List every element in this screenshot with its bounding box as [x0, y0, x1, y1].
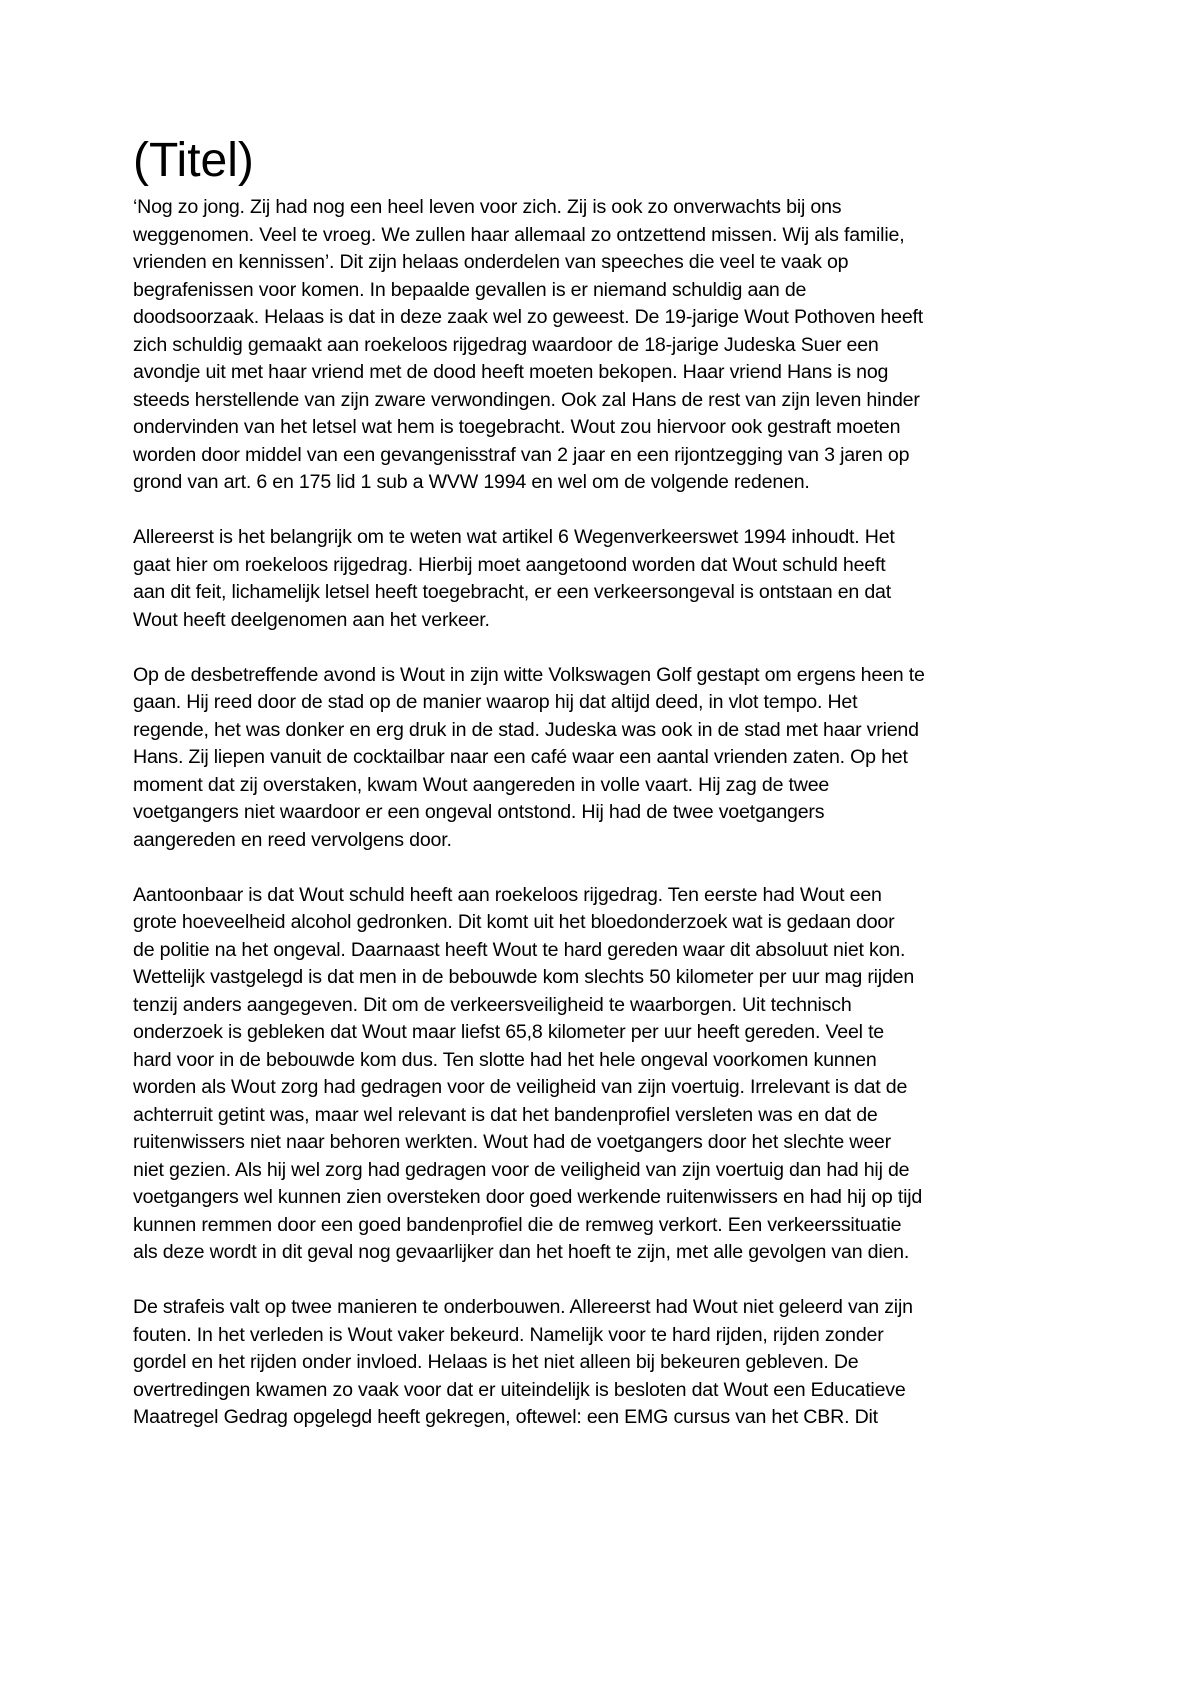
text-line: kunnen remmen door een goed bandenprofiel die de remweg verkort. Een verkeerssituatie	[133, 1213, 902, 1236]
text-line: weggenomen. Veel te vroeg. We zullen haar allemaal zo ontzettend missen. Wij als familie,	[133, 223, 905, 246]
document-body	[133, 194, 1093, 1432]
text-line: Op de desbetreffende avond is Wout in zijn witte Volkswagen Golf gestapt om ergens heen te	[133, 663, 925, 686]
text-line: Hans. Zij liepen vanuit de cocktailbar naar een café waar een aantal vrienden zaten. Op het	[133, 746, 908, 768]
document-page	[133, 132, 1093, 1459]
text-line: avondje uit met haar vriend met de dood heeft moeten bekopen. Haar vriend Hans is nog	[133, 361, 889, 383]
text-line: doodsoorzaak. Helaas is dat in deze zaak wel zo geweest. De 19-jarige Wout Pothoven heeft	[133, 306, 924, 328]
paragraph	[133, 662, 1093, 855]
text-line: gordel en het rijden onder invloed. Helaas is het niet alleen bij bekeuren gebleven. De	[133, 1351, 859, 1373]
text-line: gaan. Hij reed door de stad op de manier waarop hij dat altijd deed, in vlot tempo. Het	[133, 691, 858, 713]
text-line: tenzij anders aangegeven. Dit om de verkeersveiligheid te waarborgen. Uit technisch	[133, 993, 852, 1016]
paragraph	[133, 524, 1093, 634]
text-line: begrafenissen voor komen. In bepaalde gevallen is er niemand schuldig aan de	[133, 278, 807, 301]
text-line: vrienden en kennissen’. Dit zijn helaas onderdelen van speeches die veel te vaak op	[133, 251, 849, 273]
text-line: worden door middel van een gevangenisstraf van 2 jaar en een rijontzegging van 3 jaren op	[133, 443, 910, 466]
text-line: grond van art. 6 en 175 lid 1 sub a WVW 1994 en wel om de volgende redenen.	[133, 471, 810, 493]
text-line: voetgangers niet waardoor er een ongeval ontstond. Hij had de twee voetgangers	[133, 801, 825, 823]
text-line: voetgangers wel kunnen zien oversteken door goed werkende ruitenwissers en had hij op tijd	[133, 1186, 923, 1208]
text-line: De strafeis valt op twee manieren te onderbouwen. Allereerst had Wout niet geleerd van zijn	[133, 1296, 913, 1318]
text-line: Maatregel Gedrag opgelegd heeft gekregen, oftewel: een EMG cursus van het CBR. Dit	[133, 1406, 878, 1428]
paragraph	[133, 1294, 1093, 1432]
text-line: Wout heeft deelgenomen aan het verkeer.	[133, 608, 490, 631]
text-line: Wettelijk vastgelegd is dat men in de bebouwde kom slechts 50 kilometer per uur mag rijden	[133, 966, 915, 988]
text-line: Allereerst is het belangrijk om te weten wat artikel 6 Wegenverkeerswet 1994 inhoudt. Het	[133, 526, 895, 548]
paragraph	[133, 882, 1093, 1267]
text-line: overtredingen kwamen zo vaak voor dat er uiteindelijk is besloten dat Wout een Educatieve	[133, 1378, 906, 1401]
text-line: aangereden en reed vervolgens door.	[133, 828, 452, 851]
text-line: achterruit getint was, maar wel relevant is dat het bandenprofiel versleten was en dat de	[133, 1103, 878, 1126]
paragraph	[133, 194, 1093, 497]
text-line: Aantoonbaar is dat Wout schuld heeft aan roekeloos rijgedrag. Ten eerste had Wout een	[133, 883, 882, 906]
text-line: zich schuldig gemaakt aan roekeloos rijgedrag waardoor de 18-jarige Judeska Suer een	[133, 333, 879, 356]
text-line: niet gezien. Als hij wel zorg had gedragen voor de veiligheid van zijn voertuig dan had hij de	[133, 1158, 910, 1181]
text-line: grote hoeveelheid alcohol gedronken. Dit komt uit het bloedonderzoek wat is gedaan door	[133, 911, 895, 933]
text-line: fouten. In het verleden is Wout vaker bekeurd. Namelijk voor te hard rijden, rijden zonder	[133, 1323, 884, 1346]
text-line: aan dit feit, lichamelijk letsel heeft toegebracht, er een verkeersongeval is ontstaan en dat	[133, 581, 891, 603]
text-line: ‘Nog zo jong. Zij had nog een heel leven voor zich. Zij is ook zo onverwachts bij ons	[133, 196, 842, 218]
text-line: de politie na het ongeval. Daarnaast heeft Wout te hard gereden waar dit absoluut niet kon.	[133, 938, 906, 961]
text-line: steeds herstellende van zijn zware verwondingen. Ook zal Hans de rest van zijn leven hinder	[133, 388, 920, 411]
text-line: moment dat zij overstaken, kwam Wout aangereden in volle vaart. Hij zag de twee	[133, 773, 830, 796]
text-line: regende, het was donker en erg druk in de stad. Judeska was ook in de stad met haar vriend	[133, 718, 919, 741]
text-line: als deze wordt in dit geval nog gevaarlijker dan het hoeft te zijn, met alle gevolgen van dien.	[133, 1241, 910, 1263]
text-line: ondervinden van het letsel wat hem is toegebracht. Wout zou hiervoor ook gestraft moeten	[133, 416, 901, 438]
text-line: gaat hier om roekeloos rijgedrag. Hierbij moet aangetoond worden dat Wout schuld heeft	[133, 553, 886, 576]
text-line: ruitenwissers niet naar behoren werkten. Wout had de voetgangers door het slechte weer	[133, 1131, 891, 1153]
document-title: (Titel)	[133, 134, 254, 187]
text-line: worden als Wout zorg had gedragen voor de veiligheid van zijn voertuig. Irrelevant is dat de	[133, 1076, 908, 1098]
text-line: hard voor in de bebouwde kom dus. Ten slotte had het hele ongeval voorkomen kunnen	[133, 1048, 877, 1071]
text-line: onderzoek is gebleken dat Wout maar liefst 65,8 kilometer per uur heeft gereden. Veel te	[133, 1021, 885, 1043]
